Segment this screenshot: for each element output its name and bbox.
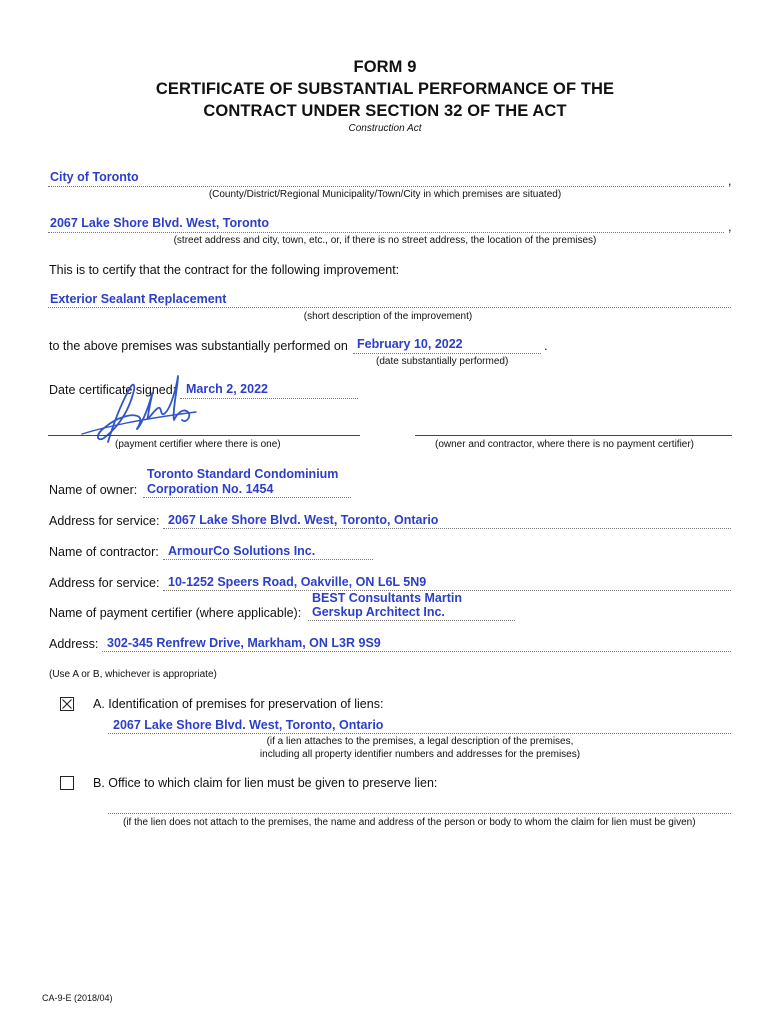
contractor-line — [163, 559, 373, 560]
payment-certifier-line — [308, 620, 515, 621]
owner-contractor-signature-line[interactable] — [415, 435, 732, 436]
improvement-caption: (short description of the improvement) — [303, 311, 473, 322]
municipality-caption: (County/District/Regional Municipality/Town/City in which premises are situated) — [208, 189, 562, 200]
street-field[interactable]: 2067 Lake Shore Blvd. West, Toronto — [50, 216, 270, 230]
contractor-address-field[interactable]: 10-1252 Speers Road, Oakville, ON L6L 5N9 — [168, 575, 427, 589]
checkmark-x-icon — [61, 698, 73, 710]
owner-contractor-caption: (owner and contractor, where there is no payment certifier) — [435, 439, 695, 450]
certifier-address-field[interactable]: 302-345 Renfrew Drive, Markham, ON L3R 9S9 — [107, 636, 381, 650]
owner-line — [143, 497, 351, 498]
certify-text: This is to certify that the contract for the following improvement: — [49, 263, 400, 277]
municipality-field[interactable]: City of Toronto — [50, 170, 139, 184]
option-a-checkbox[interactable] — [60, 697, 74, 711]
date-signed-field[interactable]: March 2, 2022 — [186, 382, 268, 396]
option-b-label: B. Office to which claim for lien must be given to preserve lien: — [93, 776, 438, 790]
option-a-line — [108, 733, 731, 734]
option-a-field[interactable]: 2067 Lake Shore Blvd. West, Toronto, Ontario — [113, 718, 384, 732]
performed-caption: (date substantially performed) — [376, 356, 509, 367]
improvement-line — [48, 307, 731, 308]
contractor-label: Name of contractor: — [49, 545, 159, 559]
performed-line — [353, 353, 541, 354]
certifier-address-line — [102, 651, 731, 652]
contractor-field[interactable]: ArmourCo Solutions Inc. — [168, 544, 316, 558]
signature-image — [78, 372, 198, 448]
option-a-caption-line2: including all property identifier numbers and addresses for the premises) — [259, 749, 581, 760]
owner-address-field[interactable]: 2067 Lake Shore Blvd. West, Toronto, Ontario — [168, 513, 439, 527]
owner-name-line2[interactable]: Corporation No. 1454 — [147, 482, 274, 496]
street-line — [48, 232, 724, 233]
street-caption: (street address and city, town, etc., or, if there is no street address, the location of the premises) — [173, 235, 597, 246]
owner-address-label: Address for service: — [49, 514, 160, 528]
owner-name-line1[interactable]: Toronto Standard Condominium — [147, 467, 339, 481]
performed-date-field[interactable]: February 10, 2022 — [357, 337, 463, 351]
option-b-line[interactable] — [108, 813, 731, 814]
payment-certifier-caption: (payment certifier where there is one) — [115, 439, 281, 450]
option-a-label: A. Identification of premises for preservation of liens: — [93, 697, 384, 711]
date-signed-line — [180, 398, 358, 399]
payment-certifier-signature-line[interactable] — [48, 435, 360, 436]
improvement-field[interactable]: Exterior Sealant Replacement — [50, 292, 227, 306]
comma: , — [728, 174, 732, 188]
contractor-address-label: Address for service: — [49, 576, 160, 590]
period: . — [544, 339, 548, 353]
payment-certifier-line2[interactable]: Gerskup Architect Inc. — [312, 605, 445, 619]
owner-address-line — [163, 528, 731, 529]
option-a-caption-line1: (if a lien attaches to the premises, a legal description of the premises, — [266, 736, 574, 747]
performed-label: to the above premises was substantially performed on — [49, 339, 348, 353]
owner-label: Name of owner: — [49, 483, 138, 497]
payment-certifier-line1[interactable]: BEST Consultants Martin — [312, 591, 463, 605]
certifier-address-label: Address: — [49, 637, 99, 651]
form-code: CA-9-E (2018/04) — [42, 993, 113, 1003]
form-title-line1: CERTIFICATE OF SUBSTANTIAL PERFORMANCE OF THE — [155, 80, 615, 98]
form-title-line2: CONTRACT UNDER SECTION 32 OF THE ACT — [203, 102, 567, 120]
option-b-checkbox[interactable] — [60, 776, 74, 790]
comma: , — [728, 220, 732, 234]
act-name: Construction Act — [348, 123, 422, 134]
municipality-line — [48, 186, 724, 187]
form-number: FORM 9 — [353, 58, 417, 76]
option-b-caption: (if the lien does not attach to the premises, the name and address of the person or body to whom the claim for lien must be given) — [123, 817, 696, 828]
payment-certifier-label: Name of payment certifier (where applicable): — [49, 606, 302, 620]
instruction-text: (Use A or B, whichever is appropriate) — [49, 669, 217, 680]
date-signed-label: Date certificate signed: — [49, 383, 177, 397]
